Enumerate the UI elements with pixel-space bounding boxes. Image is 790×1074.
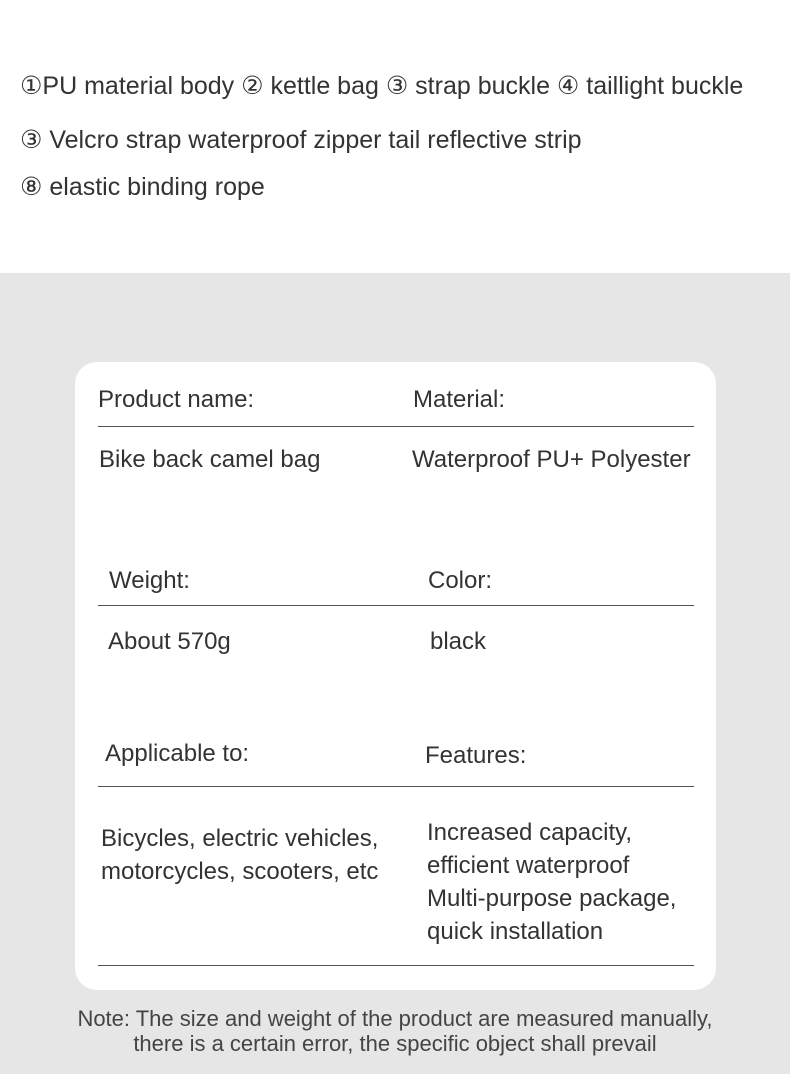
parts-list-section <box>0 0 790 273</box>
applicable-value-line-1: Bicycles, electric vehicles, <box>101 825 379 852</box>
parts-list-line-3: ⑧ elastic binding rope <box>20 173 265 201</box>
divider-row-3 <box>98 786 694 787</box>
features-label: Features: <box>425 742 527 769</box>
note-line-1: Note: The size and weight of the product are measured manually, <box>77 1006 713 1031</box>
color-value: black <box>430 628 487 655</box>
parts-list-line-2: ③ Velcro strap waterproof zipper tail reflective strip <box>20 126 582 154</box>
features-value-line-4: quick installation <box>427 918 604 945</box>
material-label: Material: <box>413 386 506 413</box>
applicable-label: Applicable to: <box>105 740 250 767</box>
product-name-value: Bike back camel bag <box>99 446 321 473</box>
divider-bottom <box>98 965 694 966</box>
weight-label: Weight: <box>109 567 190 594</box>
weight-value: About 570g <box>108 628 231 655</box>
divider-row-2 <box>98 605 694 606</box>
product-name-label: Product name: <box>98 386 255 413</box>
features-value-line-2: efficient waterproof <box>427 852 630 879</box>
parts-list-line-1: ①PU material body ② kettle bag ③ strap buckle ④ taillight buckle <box>20 72 744 100</box>
note-line-2: there is a certain error, the specific object shall prevail <box>133 1031 657 1056</box>
features-value-line-1: Increased capacity, <box>427 819 632 846</box>
color-label: Color: <box>428 567 493 594</box>
features-value-line-3: Multi-purpose package, <box>427 885 677 912</box>
material-value: Waterproof PU+ Polyester <box>412 446 691 473</box>
applicable-value-line-2: motorcycles, scooters, etc <box>101 858 379 885</box>
divider-row-1 <box>98 426 694 427</box>
